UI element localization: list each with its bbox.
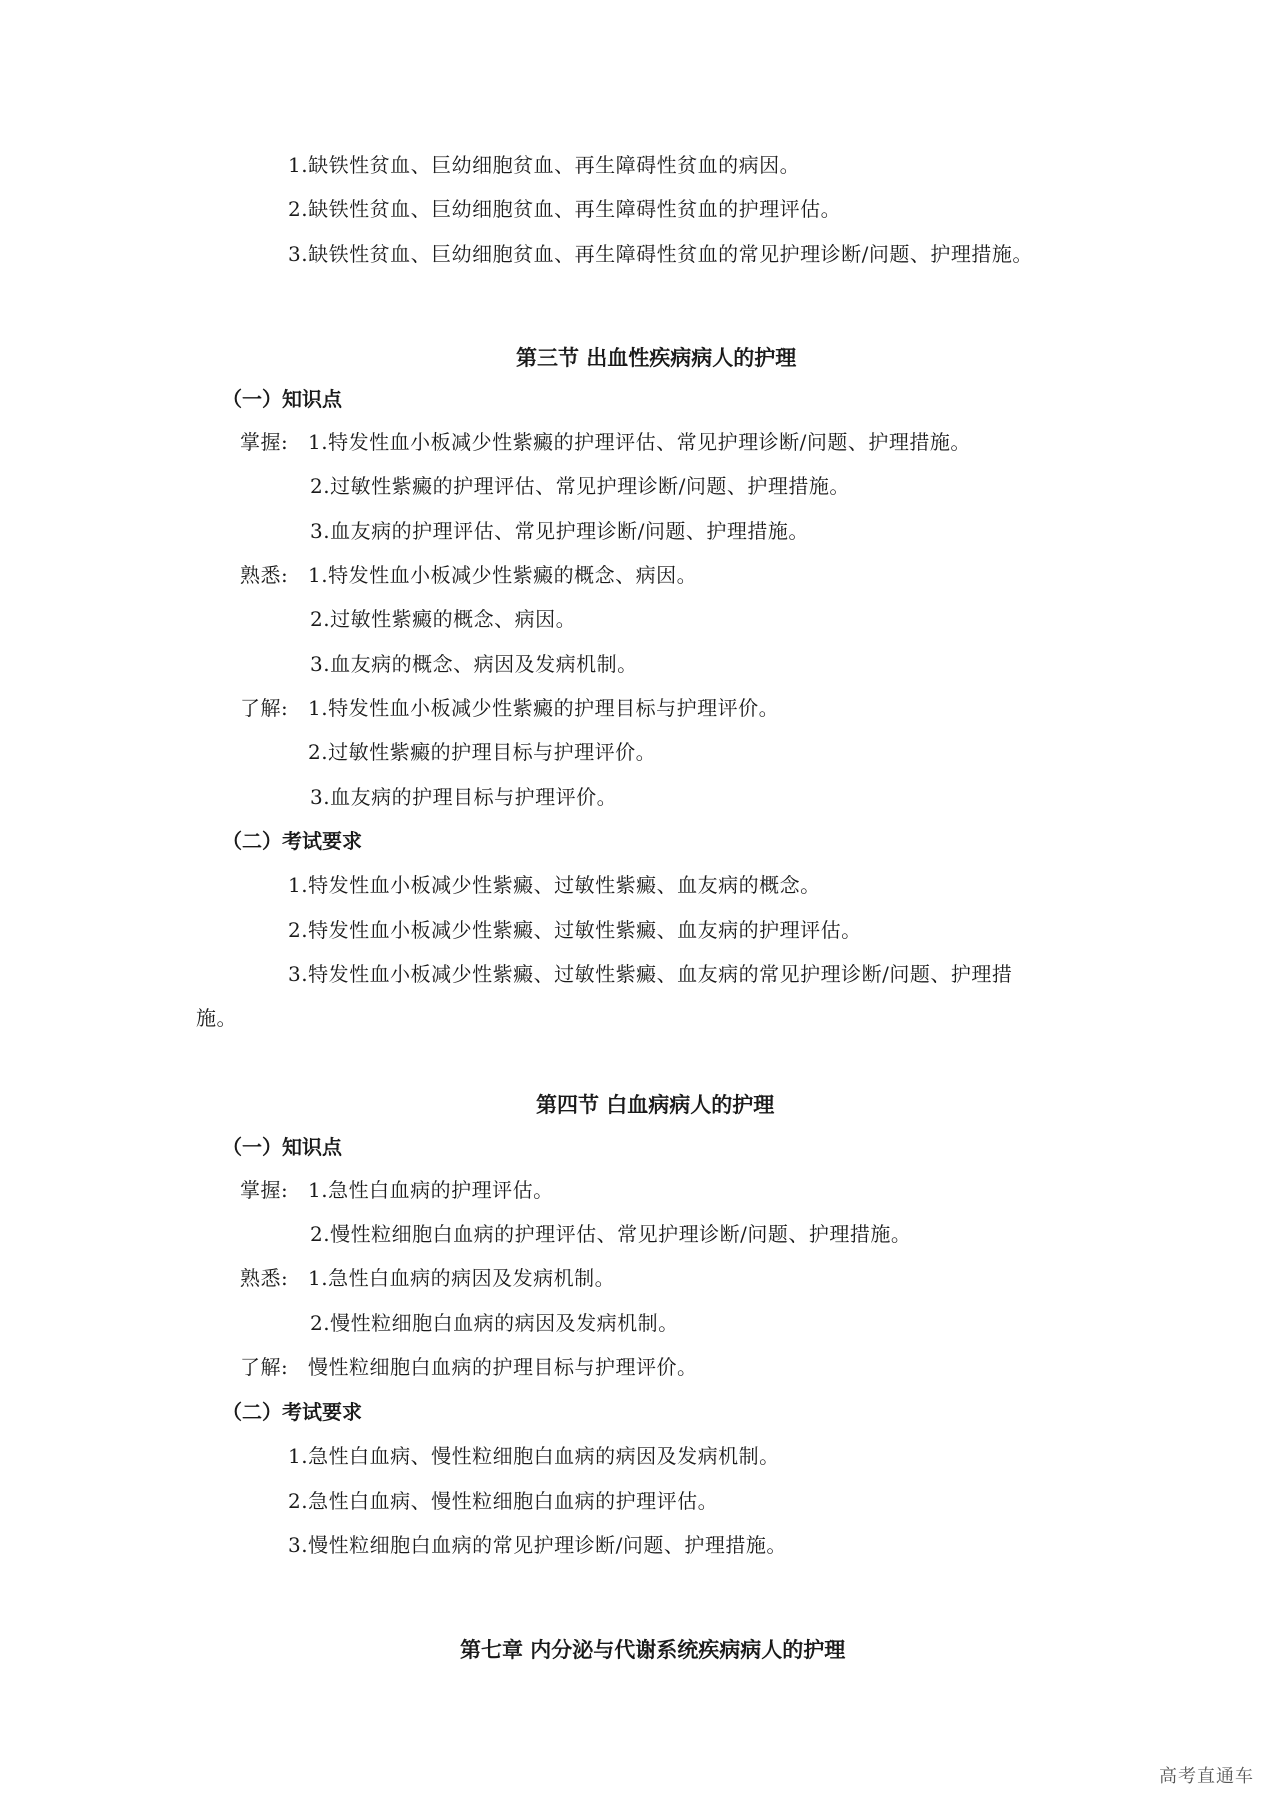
top-list-item-2: 2.缺铁性贫血、巨幼细胞贫血、再生障碍性贫血的护理评估。	[288, 197, 842, 221]
top-list-item-1: 1.缺铁性贫血、巨幼细胞贫血、再生障碍性贫血的病因。	[288, 153, 801, 177]
section4-understand-text: 慢性粒细胞白血病的护理目标与护理评价。	[308, 1355, 698, 1379]
section3-understand-item-1: 1.特发性血小板减少性紫癜的护理目标与护理评价。	[308, 696, 780, 720]
top-list-item-3: 3.缺铁性贫血、巨幼细胞贫血、再生障碍性贫血的常见护理诊断/问题、护理措施。	[288, 242, 1033, 266]
section3-understand-item-3: 3.血友病的护理目标与护理评价。	[310, 785, 618, 809]
section3-knowledge-heading: （一）知识点	[222, 387, 342, 411]
section4-master-item-1: 1.急性白血病的护理评估。	[308, 1178, 554, 1202]
section3-master-item-1: 1.特发性血小板减少性紫癜的护理评估、常见护理诊断/问题、护理措施。	[308, 430, 971, 454]
section3-title: 第三节 出血性疾病病人的护理	[516, 345, 797, 370]
section3-exam-item-2: 2.特发性血小板减少性紫癜、过敏性紫癜、血友病的护理评估。	[288, 918, 862, 942]
chapter7-title: 第七章 内分泌与代谢系统疾病病人的护理	[460, 1637, 846, 1662]
section3-exam-item-1: 1.特发性血小板减少性紫癜、过敏性紫癜、血友病的概念。	[288, 873, 821, 897]
watermark: 高考直通车	[1159, 1766, 1254, 1787]
section4-familiar-item-2: 2.慢性粒细胞白血病的病因及发病机制。	[310, 1311, 679, 1335]
section4-exam-item-2: 2.急性白血病、慢性粒细胞白血病的护理评估。	[288, 1489, 719, 1513]
section4-familiar-label: 熟悉:	[240, 1266, 289, 1290]
section4-exam-item-1: 1.急性白血病、慢性粒细胞白血病的病因及发病机制。	[288, 1444, 780, 1468]
section3-exam-item-3: 3.特发性血小板减少性紫癜、过敏性紫癜、血友病的常见护理诊断/问题、护理措	[288, 962, 1013, 986]
section3-master-label: 掌握:	[240, 430, 289, 454]
section3-understand-item-2: 2.过敏性紫癜的护理目标与护理评价。	[308, 740, 657, 764]
section3-familiar-item-1: 1.特发性血小板减少性紫癜的概念、病因。	[308, 563, 698, 587]
section4-knowledge-heading: （一）知识点	[222, 1135, 342, 1159]
section3-familiar-label: 熟悉:	[240, 563, 289, 587]
section3-familiar-item-3: 3.血友病的概念、病因及发病机制。	[310, 652, 638, 676]
section3-exam-heading: （二）考试要求	[222, 829, 362, 853]
section4-master-label: 掌握:	[240, 1178, 289, 1202]
section4-understand-label: 了解:	[240, 1355, 289, 1379]
section4-familiar-item-1: 1.急性白血病的病因及发病机制。	[308, 1266, 616, 1290]
section4-exam-item-3: 3.慢性粒细胞白血病的常见护理诊断/问题、护理措施。	[288, 1533, 787, 1557]
section3-understand-label: 了解:	[240, 696, 289, 720]
section4-exam-heading: （二）考试要求	[222, 1400, 362, 1424]
section3-familiar-item-2: 2.过敏性紫癜的概念、病因。	[310, 607, 577, 631]
section4-title: 第四节 白血病病人的护理	[536, 1092, 775, 1117]
section3-master-item-3: 3.血友病的护理评估、常见护理诊断/问题、护理措施。	[310, 519, 809, 543]
section3-exam-item-3-continuation: 施。	[196, 1006, 237, 1030]
section3-master-item-2: 2.过敏性紫癜的护理评估、常见护理诊断/问题、护理措施。	[310, 474, 850, 498]
section4-master-item-2: 2.慢性粒细胞白血病的护理评估、常见护理诊断/问题、护理措施。	[310, 1222, 912, 1246]
